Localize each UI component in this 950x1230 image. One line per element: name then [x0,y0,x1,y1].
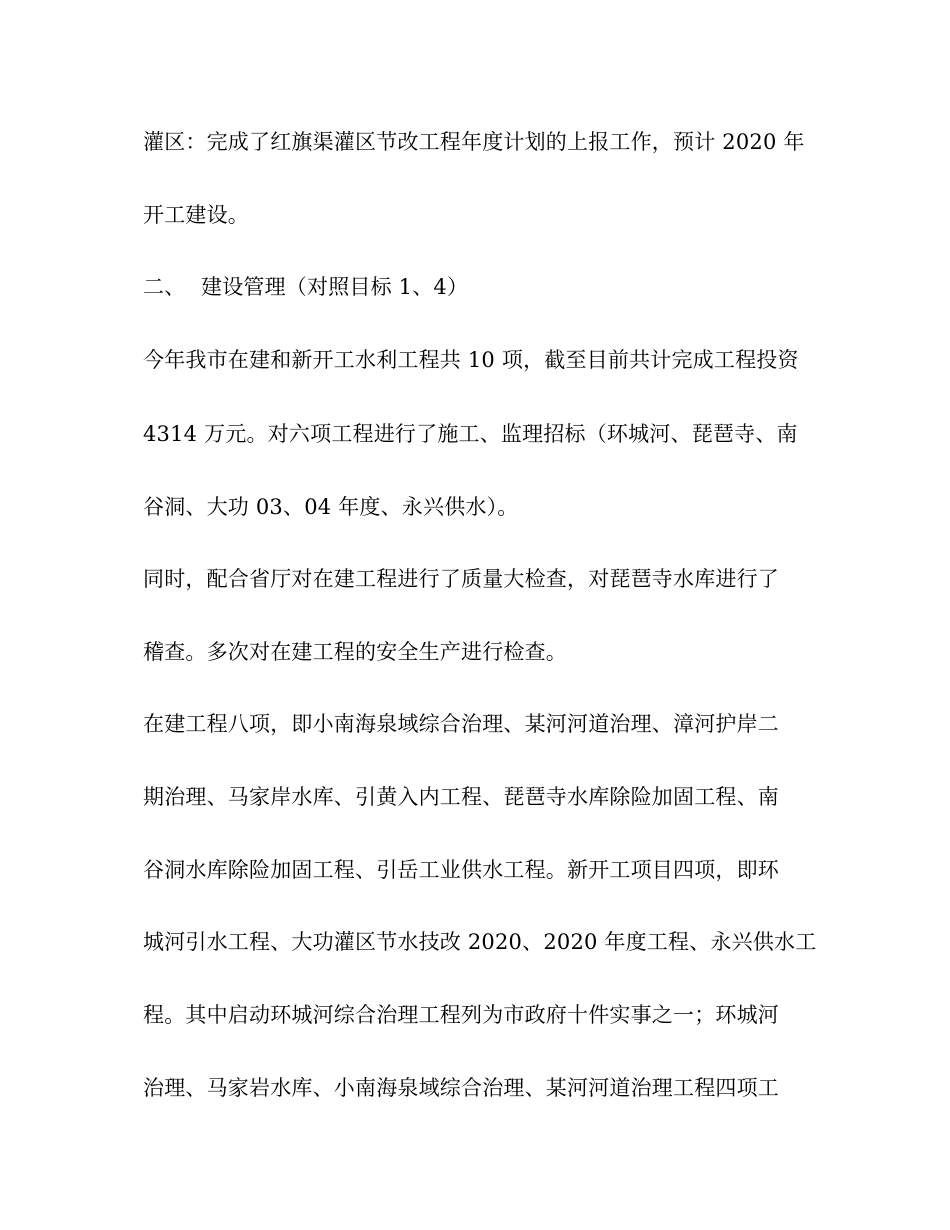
text-line: 城河引水工程、大功灌区节水技改 2020、2020 年度工程、永兴供水工 [143,930,817,954]
text-line: 稽查。多次对在建工程的安全生产进行检查。 [143,640,567,664]
text-line: 治理、马家岩水库、小南海泉域综合治理、某河河道治理工程四项工 [143,1076,779,1100]
text-line: 期治理、马家岸水库、引黄入内工程、琵琶寺水库除险加固工程、南 [143,785,779,809]
text-line: 4314 万元。对六项工程进行了施工、监理招标（环城河、琵琶寺、南 [143,422,798,446]
section-number: 二、 [143,275,186,299]
text-line: 谷洞水库除险加固工程、引岳工业供水工程。新开工项目四项，即环 [143,858,779,882]
section-heading [143,272,823,302]
text-line: 同时，配合省厅对在建工程进行了质量大检查，对琵琶寺水库进行了 [143,567,779,591]
text-line: 今年我市在建和新开工水利工程共 10 项，截至目前共计完成工程投资 [143,348,799,372]
text-line: 程。其中启动环城河综合治理工程列为市政府十件实事之一；环城河 [143,1003,779,1027]
text-line: 灌区：完成了红旗渠灌区节改工程年度计划的上报工作，预计 2020 年 [143,130,805,154]
text-line: 谷洞、大功 03、04 年度、永兴供水）。 [143,495,519,519]
text-line: 开工建设。 [143,203,249,227]
text-line: 在建工程八项，即小南海泉域综合治理、某河河道治理、漳河护岸二 [143,712,779,736]
section-title: 建设管理（对照目标 1、4） [201,275,469,299]
